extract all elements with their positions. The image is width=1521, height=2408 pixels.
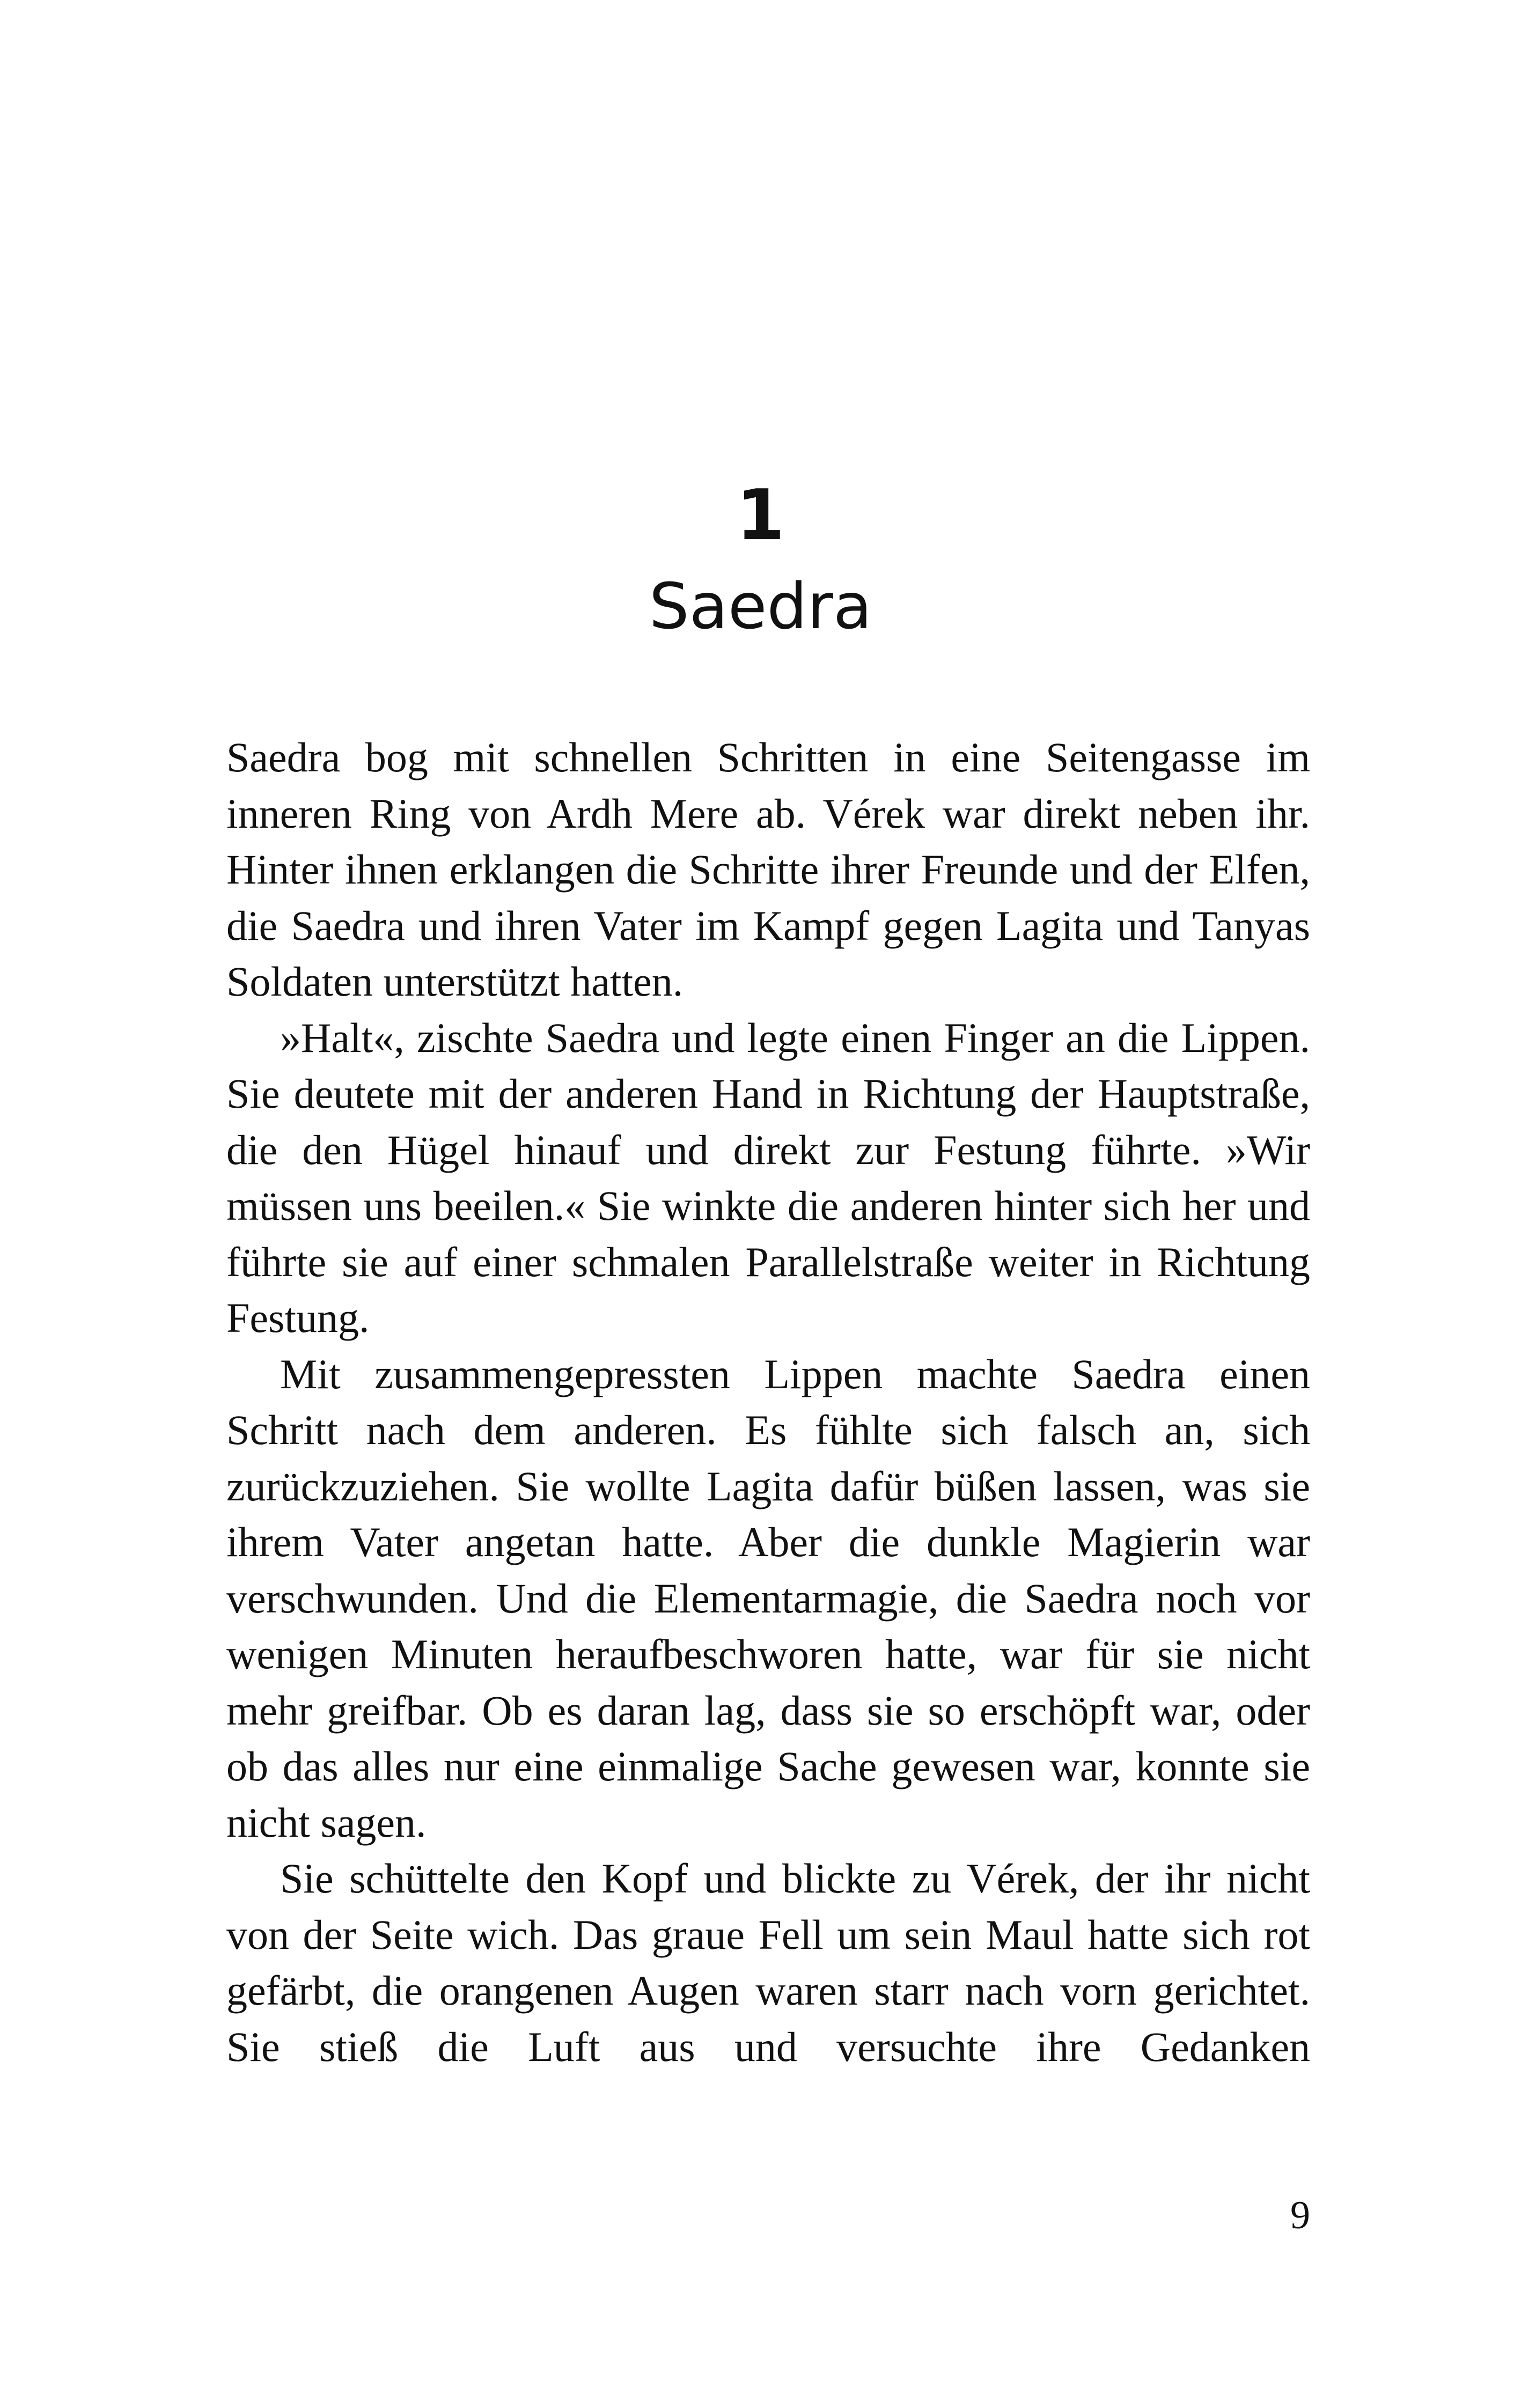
- paragraph: Saedra bog mit schnellen Schritten in eine Seitengasse im inneren Ring von Ardh Mere ab. Vérek war direkt neben ihr. Hinter ihnen erklangen die Schritte ihrer Freunde und der Elfen, die Saedra und ihren Vater im Kampf gegen Lagita und Tanyas Soldaten unterstützt hatten.: [226, 734, 1310, 1005]
- paragraph: Sie schüttelte den Kopf und blickte zu Vérek, der ihr nicht von der Seite wich. Das graue Fell um sein Maul hatte sich rot gefärbt, die orangenen Augen waren starr nach vorn gerichtet. Sie stieß die Luft aus und versuchte ihre Gedanken: [226, 1855, 1310, 2070]
- paragraph: »Halt«, zischte Saedra und legte einen Finger an die Lippen. Sie deutete mit der anderen Hand in Richtung der Hauptstraße, die den Hügel hinauf und direkt zur Festung führte. »Wir müssen uns beeilen.« Sie winkte die anderen hinter sich her und führte sie auf einer schmalen Parallelstraße weiter in Richtung Festung.: [226, 1014, 1310, 1341]
- chapter-number: 1: [736, 474, 785, 556]
- chapter-body: [226, 730, 1310, 2075]
- chapter-title: Saedra: [649, 569, 872, 643]
- page-number: 9: [1290, 2193, 1310, 2237]
- paragraph: Mit zusammengepressten Lippen machte Saedra einen Schritt nach dem anderen. Es fühlte sich falsch an, sich zurückzuziehen. Sie wollte Lagita dafür büßen lassen, was sie ihrem Vater angetan hatte. Aber die dunkle Magierin war verschwunden. Und die Elementarmagie, die Saedra noch vor wenigen Minuten heraufbeschworen hatte, war für sie nicht mehr greifbar. Ob es daran lag, dass sie so erschöpft war, oder ob das alles nur eine einmalige Sache gewesen war, konnte sie nicht sagen.: [226, 1350, 1310, 1846]
